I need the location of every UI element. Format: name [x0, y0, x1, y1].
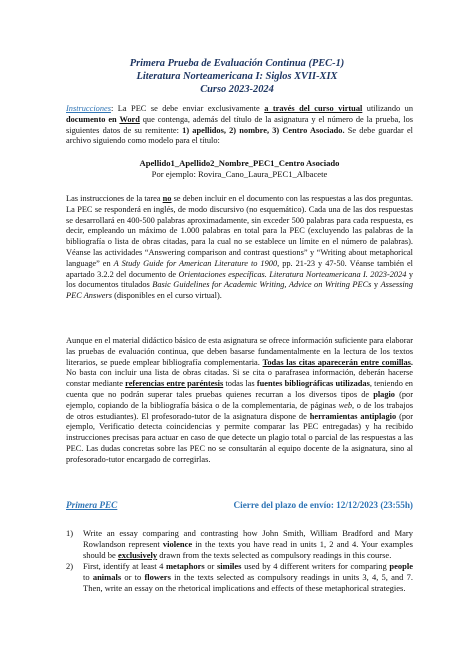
task-text: First, identify at least 4	[83, 560, 166, 571]
paragraph-emphasis: plagio	[373, 389, 395, 399]
plagiarism-paragraph	[66, 336, 413, 466]
instructions-emphasis: 1) apellidos, 2) nombre, 3) Centro Asociado.	[182, 125, 345, 135]
paragraph-emphasis: no	[162, 194, 172, 203]
task-emphasis: violence	[162, 538, 193, 549]
instructions-text: Se debe guardar el archivo siguiendo como modelo para el título:	[66, 125, 413, 146]
instructions-emphasis: Word	[119, 114, 140, 124]
instructions-emphasis: documento en	[66, 114, 120, 124]
paragraph-text: , teniendo en cuenta que no podrán superar tales pruebas quienes recurran a los diversos tipos de	[66, 379, 413, 399]
task-number: 1)	[66, 528, 74, 538]
header-title: Primera Prueba de Evaluación Continua (PEC-1)	[129, 58, 345, 69]
instructions-text: que contenga, además del título de la asignatura y el número de la prueba, los siguientes datos de su remitente:	[66, 114, 414, 135]
paragraph-text: se deben incluir en el documento con las respuestas a las dos preguntas. La PEC se responderá en inglés, de modo discursivo (no esquemático). Cada una de las dos respuestas se desarrollará en 400-500 palabras aproximadamente, sin exceder 500 palabras para cada respuesta, es decir, empleando un máximo de 1.000 palabras en total para la PEC (excluyendo las palabras de la bibliografía o lista de obras citadas, para la cual no se establece un límite en el número de palabras). Véanse las actividades “Answering comparison and contrast questions” y “Writing about metaphorical language” en	[66, 194, 414, 268]
instructions-paragraph	[66, 104, 413, 147]
task-text: drawn from the texts selected as compulsory readings in this course.	[157, 549, 392, 560]
paragraph-emphasis: herramientas antiplagio	[309, 411, 397, 421]
task-text: in the texts you have read in units 1, 2 and 4. Your examples should be	[83, 538, 413, 560]
instructions-text: utilizando un	[362, 104, 413, 113]
filename-example	[66, 158, 413, 180]
instructions-label: Instrucciones	[66, 104, 111, 113]
filename-model: Apellido1_Apellido2_Nombre_PEC1_Centro Asociado	[139, 158, 340, 168]
task-list	[66, 528, 413, 593]
task-text: or to	[121, 571, 145, 582]
paragraph-title: Basic Guidelines for Academic Writing, Advice on Writing PECs	[152, 280, 372, 290]
instructions-emphasis: a través del curso virtual	[264, 104, 363, 113]
paragraph-text: todas las	[223, 379, 257, 389]
task-item	[66, 561, 413, 594]
task-emphasis: similes	[216, 560, 242, 571]
task-text: or	[204, 560, 217, 571]
paragraph-text: (por ejemplo, copiando de la bibliografía básica o de la complementaria, de páginas	[66, 389, 413, 410]
paragraph-italic: web	[338, 400, 353, 410]
paragraph-title: A Study Guide for American Literature to 1900	[113, 258, 278, 268]
paragraph-text: (por ejemplo, Verificatio detecta coincidencias y permite comparar las PEC entregadas) y ha recibido instrucciones precisas para actuar en caso de que detecte un plagio total o parcial de las respuestas a las PEC. Las dudas concretas sobre las PEC no se consultarán al equipo docente de la asignatura, sino al profesorado-tutor encargado de corregirlas.	[66, 411, 413, 464]
task-item	[66, 528, 413, 561]
header-course: Curso 2023-2024	[200, 83, 274, 95]
paragraph-text: No basta con incluir una lista de obras citadas. Si se cita o parafrasea información, deberán hacerse constar mediante	[66, 368, 413, 389]
pec-deadline: Cierre del plazo de envío: 12/12/2023 (23:55h)	[233, 500, 413, 510]
paragraph-title: Assessing PEC Answers	[66, 280, 414, 301]
paragraph-text: , pp. 21-23 y 47-50. Véanse también el apartado 3.2.2 del documento de	[66, 258, 413, 279]
paragraph-title: Orientaciones específicas. Literatura Norteamericana I. 2023-2024	[178, 269, 407, 279]
task-emphasis: exclusively	[117, 549, 158, 560]
paragraph-emphasis: .	[410, 357, 413, 367]
task-emphasis: flowers	[144, 571, 171, 582]
paragraph-emphasis: referencias entre paréntesis	[125, 379, 224, 389]
paragraph-emphasis: fuentes bibliográficas utilizadas	[256, 379, 370, 389]
paragraph-emphasis: entre comillas	[360, 357, 411, 367]
paragraph-text: Las instrucciones de la tarea	[66, 194, 163, 203]
task-emphasis: animals	[92, 571, 122, 582]
header-subject: Literatura Norteamericana I: Siglos XVII-XIX	[136, 70, 338, 82]
task-text: used by 4 different writers for comparing	[241, 560, 390, 571]
task-text: to	[83, 571, 93, 582]
task-emphasis: metaphors	[165, 560, 205, 571]
paragraph-text: y los documentos titulados	[66, 269, 413, 290]
paragraph-text: , o de los trabajos de otros estudiantes). El profesorado-tutor de la asignatura dispone de	[66, 400, 413, 421]
paragraph-text: (disponibles en el curso virtual).	[111, 291, 222, 301]
task-text: in the texts selected as compulsory readings in units 3, 4, 5, and 7. Then, write an essay on the rhetorical implications and effects of these metaphorical strategies.	[83, 571, 413, 593]
task-number: 2)	[66, 560, 74, 571]
paragraph-text: y	[371, 280, 381, 290]
task-emphasis: people	[389, 560, 413, 571]
paragraph-emphasis: Todas las citas aparecerán	[262, 357, 361, 367]
instructions-text: : La PEC se debe enviar exclusivamente	[110, 104, 265, 113]
document-header	[0, 58, 474, 96]
pec-title: Primera PEC	[66, 500, 118, 510]
filename-sample: Por ejemplo: Rovira_Cano_Laura_PEC1_Albacete	[151, 169, 328, 179]
paragraph-text: Aunque en el material didáctico básico de esta asignatura se ofrece información suficiente para elaborar las pruebas de evaluación continua, que deben basarse fundamentalmente en la lectura de los textos literarios, se puede emplear bibliografía complementaria.	[66, 336, 413, 367]
task-text: Write an essay comparing and contrasting how John Smith, William Bradford and Mary Rowlandson represent	[83, 528, 413, 549]
task-rules-paragraph	[66, 194, 413, 302]
